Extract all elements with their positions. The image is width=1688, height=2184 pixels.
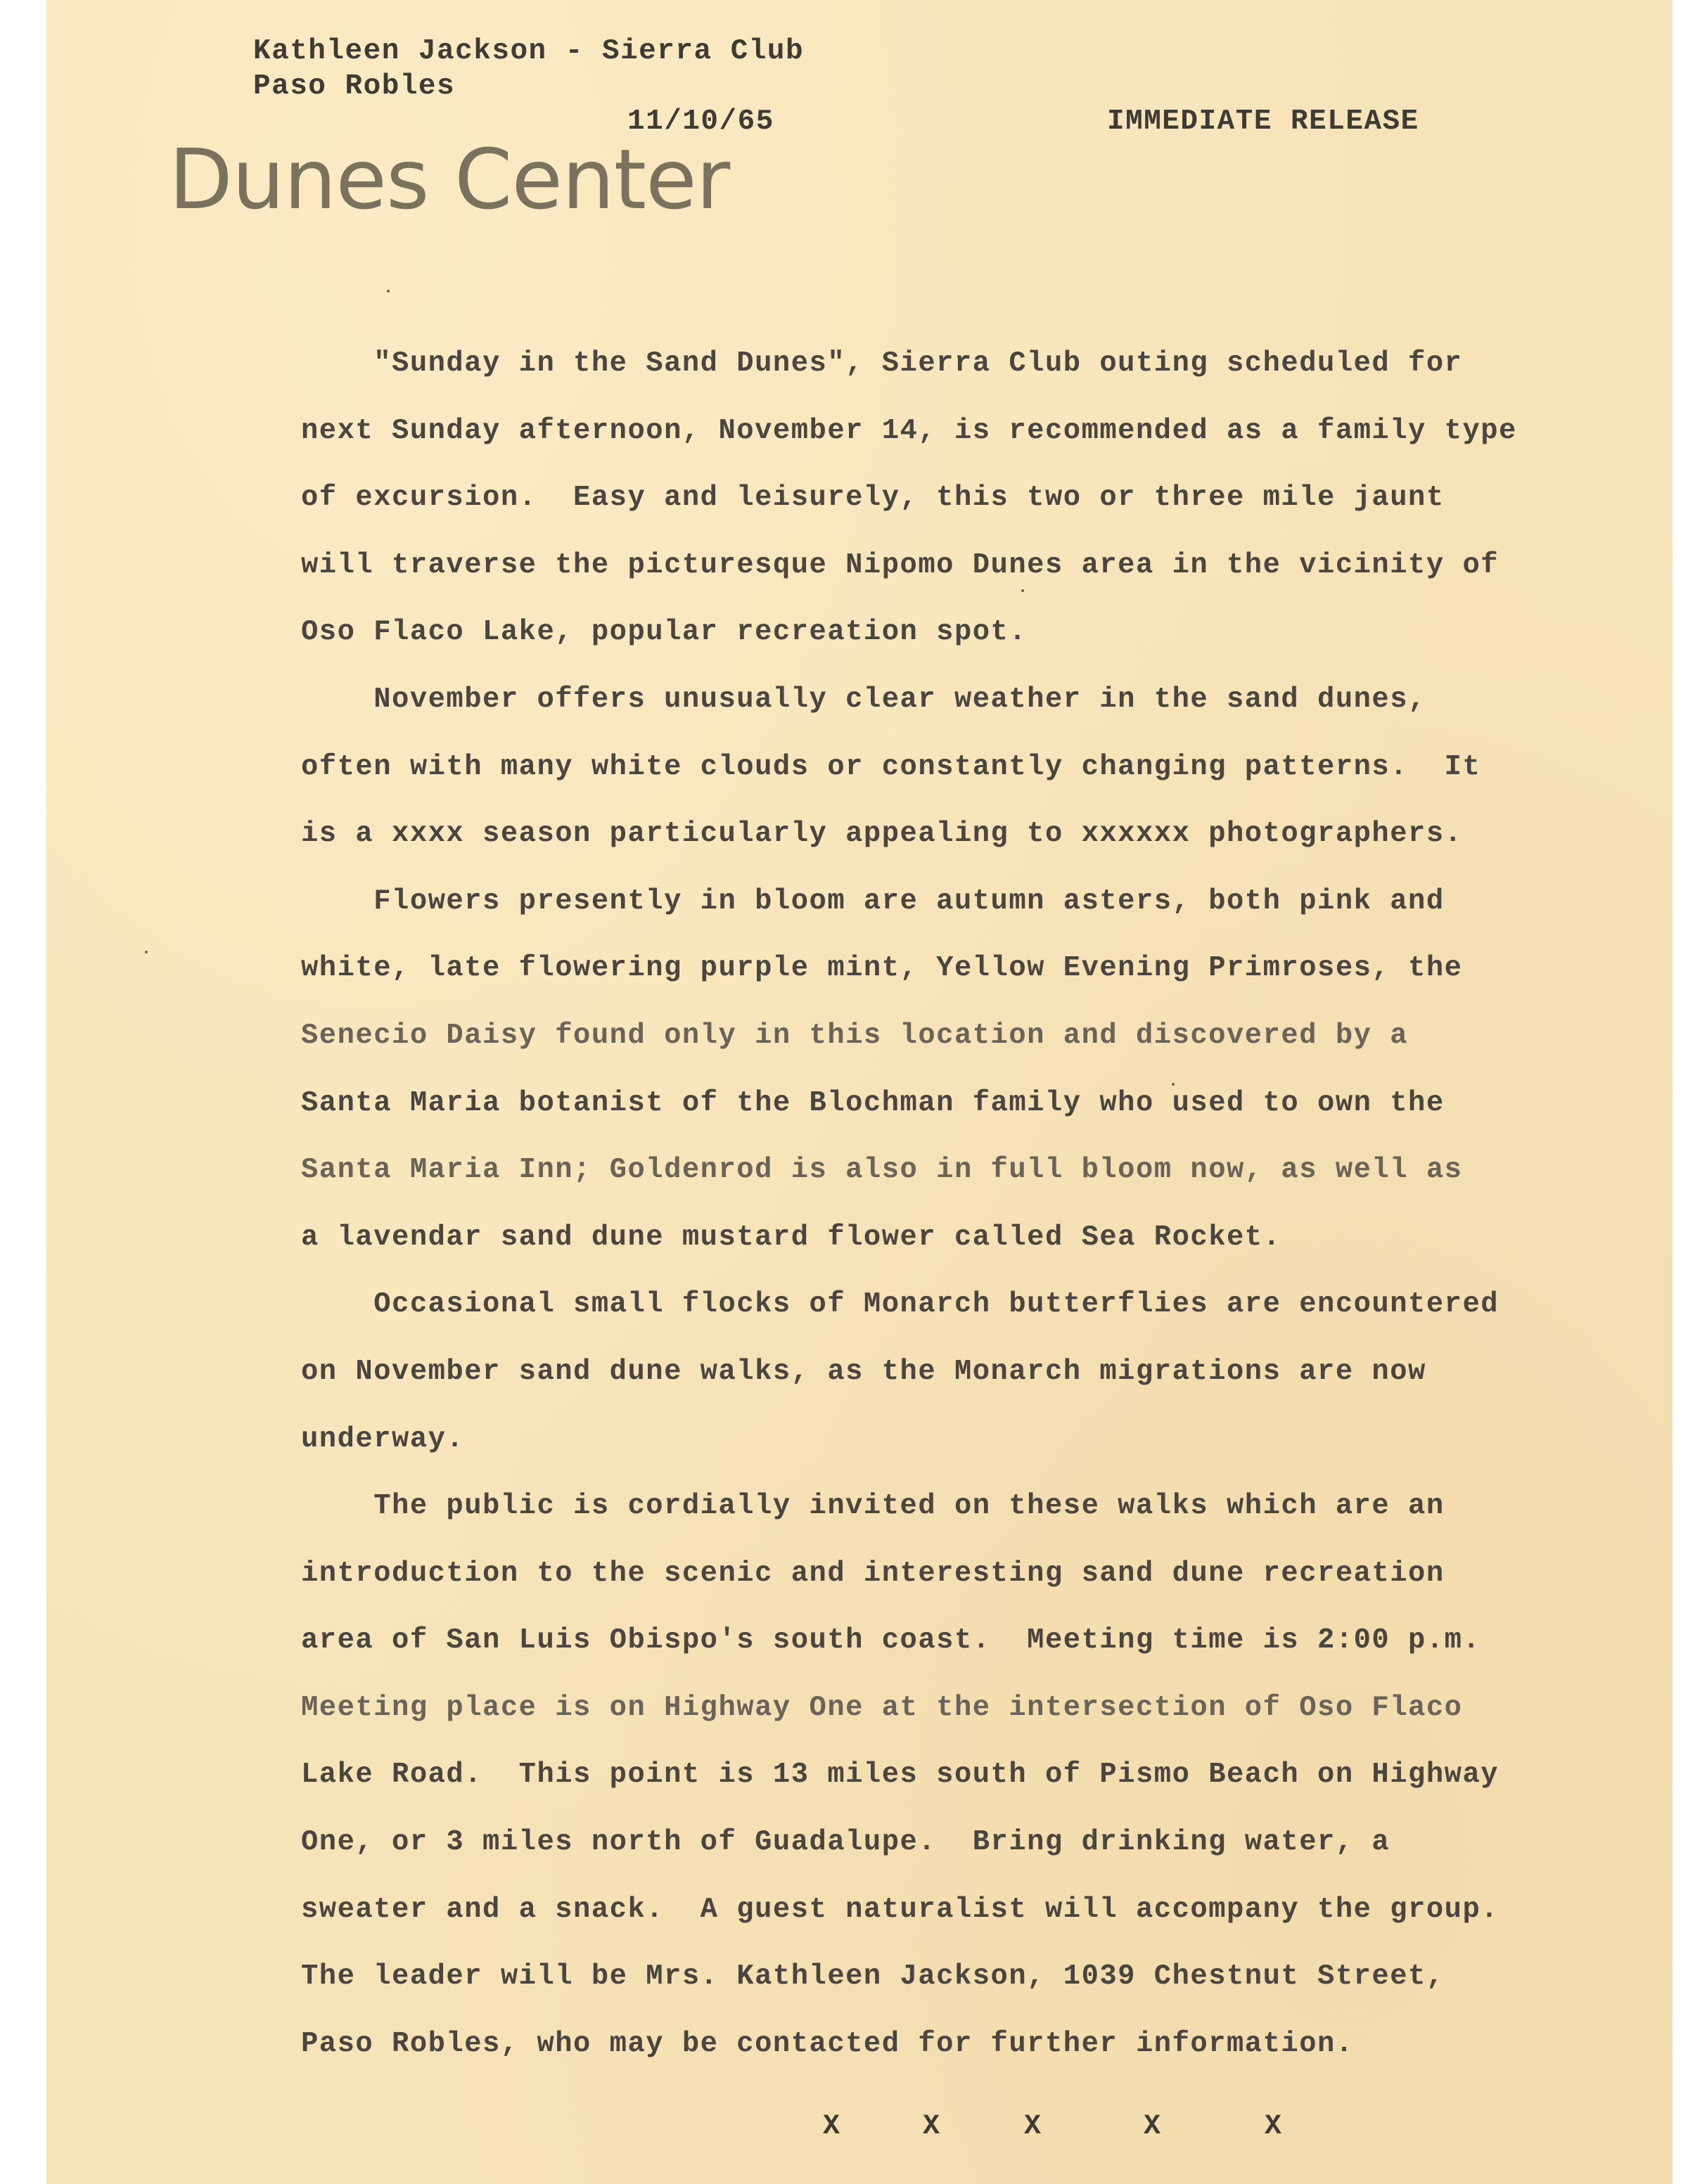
typed-document-page	[46, 0, 1673, 2184]
paper-speck	[1021, 589, 1024, 592]
body-line: Paso Robles, who may be contacted for further information.	[301, 2027, 1354, 2060]
end-mark: X	[1024, 2111, 1042, 2143]
paper-speck	[145, 951, 148, 953]
body-line: November offers unusually clear weather in the sand dunes,	[301, 683, 1426, 716]
end-mark: X	[1144, 2111, 1161, 2143]
author-line: Kathleen Jackson - Sierra Club	[253, 35, 805, 68]
paper-speck	[387, 290, 390, 293]
end-mark: X	[1265, 2111, 1282, 2143]
body-line: on November sand dune walks, as the Monarch migrations are now	[301, 1355, 1426, 1388]
body-line: Lake Road. This point is 13 miles south of Pismo Beach on Highway	[301, 1759, 1500, 1792]
body-line: a lavendar sand dune mustard flower called Sea Rocket.	[301, 1221, 1281, 1254]
dunes-center-watermark: Dunes Center	[169, 131, 730, 228]
paper-speck	[1172, 1083, 1175, 1086]
body-line: often with many white clouds or constantly changing patterns. It	[301, 750, 1481, 783]
body-line: will traverse the picturesque Nipomo Dunes area in the vicinity of	[301, 548, 1500, 582]
body-line: Senecio Daisy found only in this location and discovered by a	[301, 1019, 1409, 1052]
body-line: Santa Maria botanist of the Blochman family who used to own the	[301, 1086, 1445, 1119]
body-line: Occasional small flocks of Monarch butterflies are encountered	[301, 1288, 1500, 1321]
end-of-release-marks	[823, 2111, 1315, 2146]
body-line: underway.	[301, 1422, 465, 1456]
press-release-body	[301, 330, 1651, 2078]
body-line: The public is cordially invited on these walks which are an	[301, 1490, 1445, 1523]
body-line: Santa Maria Inn; Goldenrod is also in full bloom now, as well as	[301, 1154, 1463, 1187]
body-line: "Sunday in the Sand Dunes", Sierra Club outing scheduled for	[301, 347, 1463, 380]
body-line: Flowers presently in bloom are autumn asters, both pink and	[301, 885, 1445, 918]
body-line: sweater and a snack. A guest naturalist will accompany the group.	[301, 1893, 1500, 1926]
release-label: IMMEDIATE RELEASE	[1107, 105, 1419, 138]
end-mark: X	[923, 2111, 940, 2143]
body-line: The leader will be Mrs. Kathleen Jackson, 1039 Chestnut Street,	[301, 1960, 1445, 1993]
document-date: 11/10/65	[627, 105, 774, 138]
body-line: One, or 3 miles north of Guadalupe. Bring drinking water, a	[301, 1826, 1390, 1859]
location-line: Paso Robles	[253, 70, 456, 103]
body-line: of excursion. Easy and leisurely, this two or three mile jaunt	[301, 482, 1445, 515]
body-line: area of San Luis Obispo's south coast. Meeting time is 2:00 p.m.	[301, 1624, 1481, 1657]
body-line: Oso Flaco Lake, popular recreation spot.	[301, 616, 1028, 649]
end-mark: X	[823, 2111, 840, 2143]
body-line: white, late flowering purple mint, Yellow Evening Primroses, the	[301, 952, 1463, 985]
body-line: next Sunday afternoon, November 14, is recommended as a family type	[301, 414, 1517, 447]
body-line: is a xxxx season particularly appealing to xxxxxx photographers.	[301, 818, 1463, 851]
body-line: Meeting place is on Highway One at the intersection of Oso Flaco	[301, 1691, 1463, 1724]
body-line: introduction to the scenic and interesting sand dune recreation	[301, 1557, 1445, 1590]
